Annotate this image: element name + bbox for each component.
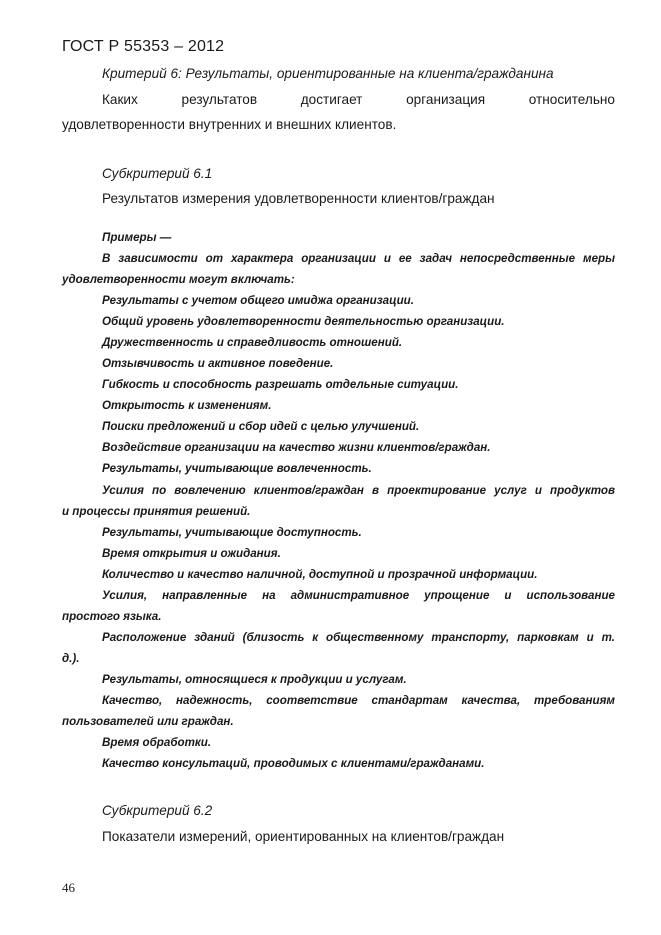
list-item: Результаты, учитывающие вовлеченность.: [102, 462, 372, 475]
list-item: Общий уровень удовлетворенности деятельностью организации.: [102, 315, 505, 328]
location-line-1: Расположение зданий (близость к общественному транспорту, парковкам и т.: [102, 631, 615, 644]
simplification-line-2: простого языка.: [62, 610, 162, 623]
list-item: Открытость к изменениям.: [102, 399, 272, 412]
subcriterion-6-1-title: Субкритерий 6.1: [102, 166, 213, 181]
involvement-line-2: и процессы принятия решений.: [62, 505, 251, 518]
document-header: ГОСТ Р 55353 – 2012: [62, 38, 225, 55]
list-item: Время открытия и ожидания.: [102, 547, 281, 560]
examples-intro-line-2: удовлетворенности могут включать:: [62, 273, 295, 286]
list-item: Дружественность и справедливость отношений.: [102, 336, 403, 349]
simplification-line-1: Усилия, направленные на административное упрощение и использование: [102, 589, 615, 602]
criterion-title: Критерий 6: Результаты, ориентированные на клиента/гражданина: [102, 66, 554, 81]
list-item: Гибкость и способность разрешать отдельные ситуации.: [102, 378, 459, 391]
page-number: 46: [62, 880, 75, 895]
list-item: Результаты, относящиеся к продукции и услугам.: [102, 673, 407, 686]
list-item: Результаты, учитывающие доступность.: [102, 526, 362, 539]
subcriterion-6-1-description: Результатов измерения удовлетворенности клиентов/граждан: [102, 191, 495, 206]
involvement-line-1: Усилия по вовлечению клиентов/граждан в проектирование услуг и продуктов: [102, 484, 615, 497]
list-item: Результаты с учетом общего имиджа организации.: [102, 294, 414, 307]
examples-heading: Примеры —: [102, 231, 172, 244]
list-item: Поиски предложений и сбор идей с целью улучшений.: [102, 420, 420, 433]
list-item: Воздействие организации на качество жизни клиентов/граждан.: [102, 441, 491, 454]
list-item: Время обработки.: [102, 736, 212, 749]
quality-line-1: Качество, надежность, соответствие стандартам качества, требованиям: [102, 694, 615, 707]
list-item: Качество консультаций, проводимых с клиентами/гражданами.: [102, 757, 485, 770]
subcriterion-6-2-description: Показатели измерений, ориентированных на клиентов/граждан: [102, 829, 505, 844]
criterion-question-line-2: удовлетворенности внутренних и внешних клиентов.: [62, 117, 397, 132]
location-line-2: д.).: [62, 652, 80, 665]
examples-intro-line-1: В зависимости от характера организации и ее задач непосредственные меры: [102, 252, 615, 265]
quality-line-2: пользователей или граждан.: [62, 715, 234, 728]
list-item: Количество и качество наличной, доступной и прозрачной информации.: [102, 568, 538, 581]
list-item: Отзывчивость и активное поведение.: [102, 357, 334, 370]
criterion-question-line-1: Каких результатов достигает организация относительно: [102, 92, 615, 107]
subcriterion-6-2-title: Субкритерий 6.2: [102, 803, 213, 818]
